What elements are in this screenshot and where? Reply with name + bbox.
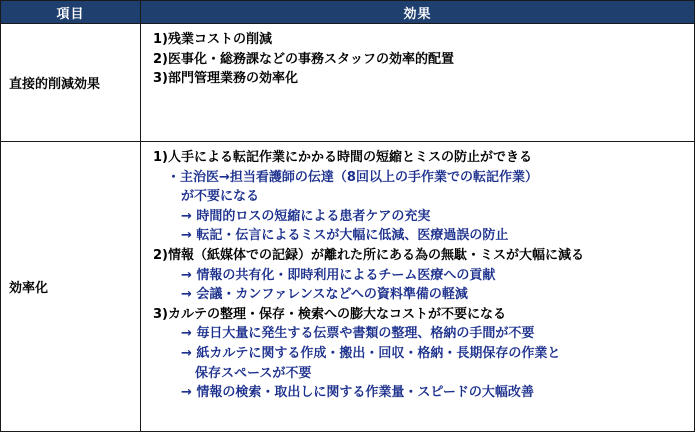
header-item: 項目 — [1, 1, 141, 24]
effect-sub-line: ・主治医→担当看護師の伝達（8回以上の手作業での転記作業） — [167, 169, 538, 185]
row-label-efficiency: 効率化 — [1, 142, 141, 432]
effect-arrow-line: → 紙カルテに関する作成・搬出・回収・格納・長期保存の作業と — [181, 345, 561, 361]
row-label-direct-reduction: 直接的削減効果 — [1, 24, 141, 142]
table-row — [1, 142, 695, 432]
effect-arrow-line: → 毎日大量に発生する伝票や書類の整理、格納の手間が不要 — [181, 326, 535, 342]
effect-arrow-line: → 転記・伝言によるミスが大幅に低減、医療過誤の防止 — [181, 228, 509, 244]
effect-cell-direct-reduction — [141, 24, 695, 142]
effect-sub-line: が不要になる — [181, 189, 260, 205]
effect-sub-line: 保存スペースが不要 — [195, 365, 312, 381]
effect-arrow-line: → 会議・カンファレンスなどへの資料準備の軽減 — [181, 287, 468, 303]
effect-cell-efficiency — [141, 142, 695, 432]
header-effect: 効果 — [141, 1, 695, 24]
effect-line: 3)部門管理業務の効率化 — [153, 71, 298, 87]
effect-line: 1)人手による転記作業にかかる時間の短縮とミスの防止ができる — [153, 150, 532, 165]
effect-line: 2)医事化・総務課などの事務スタッフの効率的配置 — [153, 51, 454, 67]
table-row — [1, 24, 695, 142]
effect-arrow-line: → 情報の共有化・即時利用によるチーム医療への貢献 — [181, 267, 496, 283]
effect-line: 2)情報（紙媒体での記録）が離れた所にある為の無駄・ミスが大幅に減る — [153, 247, 584, 263]
effect-line: 3)カルテの整理・保存・検索への膨大なコストが不要になる — [153, 306, 506, 322]
effect-arrow-line: → 情報の検索・取出しに関する作業量・スピードの大幅改善 — [181, 385, 534, 401]
effect-arrow-line: → 時間的ロスの短縮による患者ケアの充実 — [181, 208, 431, 224]
table-header-row — [1, 1, 695, 24]
effect-line: 1)残業コストの削減 — [153, 32, 272, 47]
